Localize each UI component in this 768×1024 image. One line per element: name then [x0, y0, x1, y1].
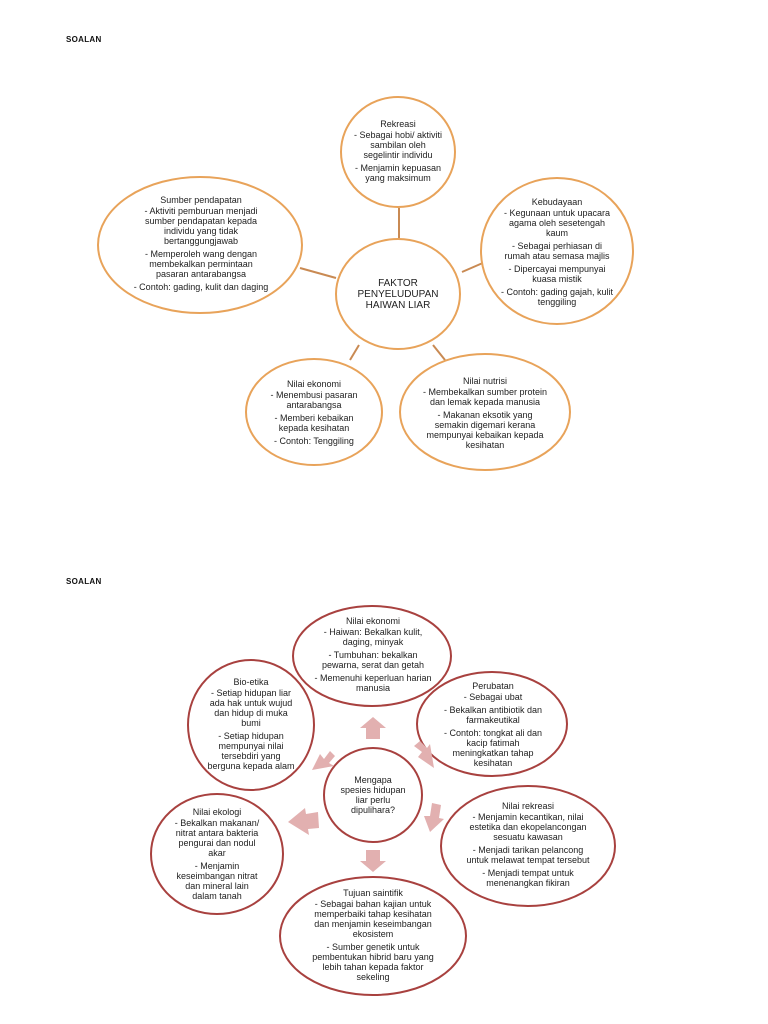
node-item: - Membekalkan sumber protein dan lemak kepada manusia	[422, 386, 548, 407]
node-title: Nilai ekonomi	[345, 616, 401, 626]
center-topic-2-text: Mengapa spesies hidupan liar perlu dipulihara?	[340, 775, 406, 815]
arrow-lower-right	[424, 803, 444, 832]
node-item: - Menjadi tarikan pelancong untuk melawat tempat tersebut	[466, 845, 590, 865]
node-title: Bio-etika	[233, 676, 269, 687]
node-item: - Menembusi pasaran antarabangsa	[270, 390, 358, 410]
node-item: - Menjadi tempat untuk menenangkan fikiran	[482, 868, 574, 888]
node-title: Perubatan	[472, 681, 514, 691]
node-item: - Sebagai hobi/ aktiviti sambilan oleh segelintir individu	[353, 129, 443, 160]
node-title: Rekreasi	[380, 118, 416, 129]
node-item: - Contoh: tongkat ali dan kacip fatimah meningkatkan tahap kesihatan	[443, 728, 543, 768]
node-title: Tujuan saintifik	[343, 887, 403, 898]
node-item: - Dipercayai mempunyai kuasa mistik	[508, 263, 606, 284]
arrow-left	[288, 808, 319, 835]
node-item: - Tumbuhan: bekalkan pewarna, serat dan getah	[321, 650, 425, 670]
center-topic-2	[340, 762, 406, 828]
node-item: - Makanan eksotik yang semakin digemari kerana mempunyai kebaikan kepada kesihatan	[426, 409, 544, 450]
node-item: - Bekalkan antibiotik dan farmakeutikal	[443, 705, 543, 725]
arrow-up	[360, 717, 386, 739]
node-item: - Menjamin keseimbangan nitrat dan mineral lain dalam tanah	[176, 860, 258, 901]
node-item: - Kegunaan untuk upacara agama oleh sesetengah kaum	[503, 207, 611, 238]
node-bio-etika	[206, 668, 296, 782]
node-nilai-ekonomi-2	[312, 608, 434, 704]
node-item: - Bekalkan makanan/ nitrat antara bakteria pengurai dan nodul akar	[174, 817, 260, 858]
node-nilai-ekologi	[172, 798, 262, 912]
node-item: - Contoh: gading gajah, kulit tenggiling	[500, 286, 614, 307]
node-item: - Contoh: Tenggiling	[274, 436, 354, 446]
node-item: - Setiap hidupan liar ada hak untuk wujud dan hidup di muka bumi	[209, 687, 293, 728]
node-item: - Menjamin kecantikan, nilai estetika dan ekopelancongan sesuatu kawasan	[469, 812, 587, 842]
section-label-2: SOALAN	[66, 577, 102, 586]
node-title: Sumber pendapatan	[160, 195, 242, 205]
node-perubatan	[442, 676, 544, 776]
node-item: - Memperoleh wang dengan membekalkan permintaan pasaran antarabangsa	[144, 249, 258, 279]
node-item: - Aktiviti pemburuan menjadi sumber pendapatan kepada individu yang tidak bertanggungjawab	[144, 206, 258, 246]
center-topic-1-text: FAKTOR PENYELUDUPAN HAIWAN LIAR	[357, 277, 439, 311]
node-item: - Contoh: gading, kulit dan daging	[133, 282, 269, 292]
node-item: - Haiwan: Bekalkan kulit, daging, minyak	[323, 627, 423, 647]
node-item: - Menjamin kepuasan yang maksimum	[354, 162, 442, 183]
node-title: Nilai nutrisi	[462, 375, 507, 386]
node-item: - Sebagai bahan kajian untuk memperbaiki tahap kesihatan dan menjamin keseimbangan ekosistem	[314, 898, 432, 939]
section-label-1: SOALAN	[66, 35, 102, 44]
node-tujuan-saintifik	[308, 880, 438, 992]
node-title: Nilai rekreasi	[501, 801, 554, 811]
arrow-down	[360, 850, 386, 872]
node-title: Nilai ekonomi	[286, 379, 342, 389]
node-item: - Setiap hidupan mempunyai nilai tersebdiri yang berguna kepada alam	[207, 730, 295, 771]
node-title: Kebudayaan	[531, 196, 583, 207]
node-item: - Memberi kebaikan kepada kesihatan	[274, 413, 354, 433]
node-item: - Sebagai ubat	[463, 692, 523, 702]
node-item: - Memenuhi keperluan harian manusia	[314, 673, 432, 693]
node-item: - Sebagai perhiasan di rumah atau semasa majlis	[504, 240, 610, 261]
arrow-upper-left	[312, 751, 335, 770]
node-item: - Sumber genetik untuk pembentukan hibrid baru yang lebih tahan kepada faktor sekeling	[312, 941, 434, 982]
node-title: Nilai ekologi	[192, 806, 242, 817]
node-nilai-rekreasi	[464, 788, 592, 904]
